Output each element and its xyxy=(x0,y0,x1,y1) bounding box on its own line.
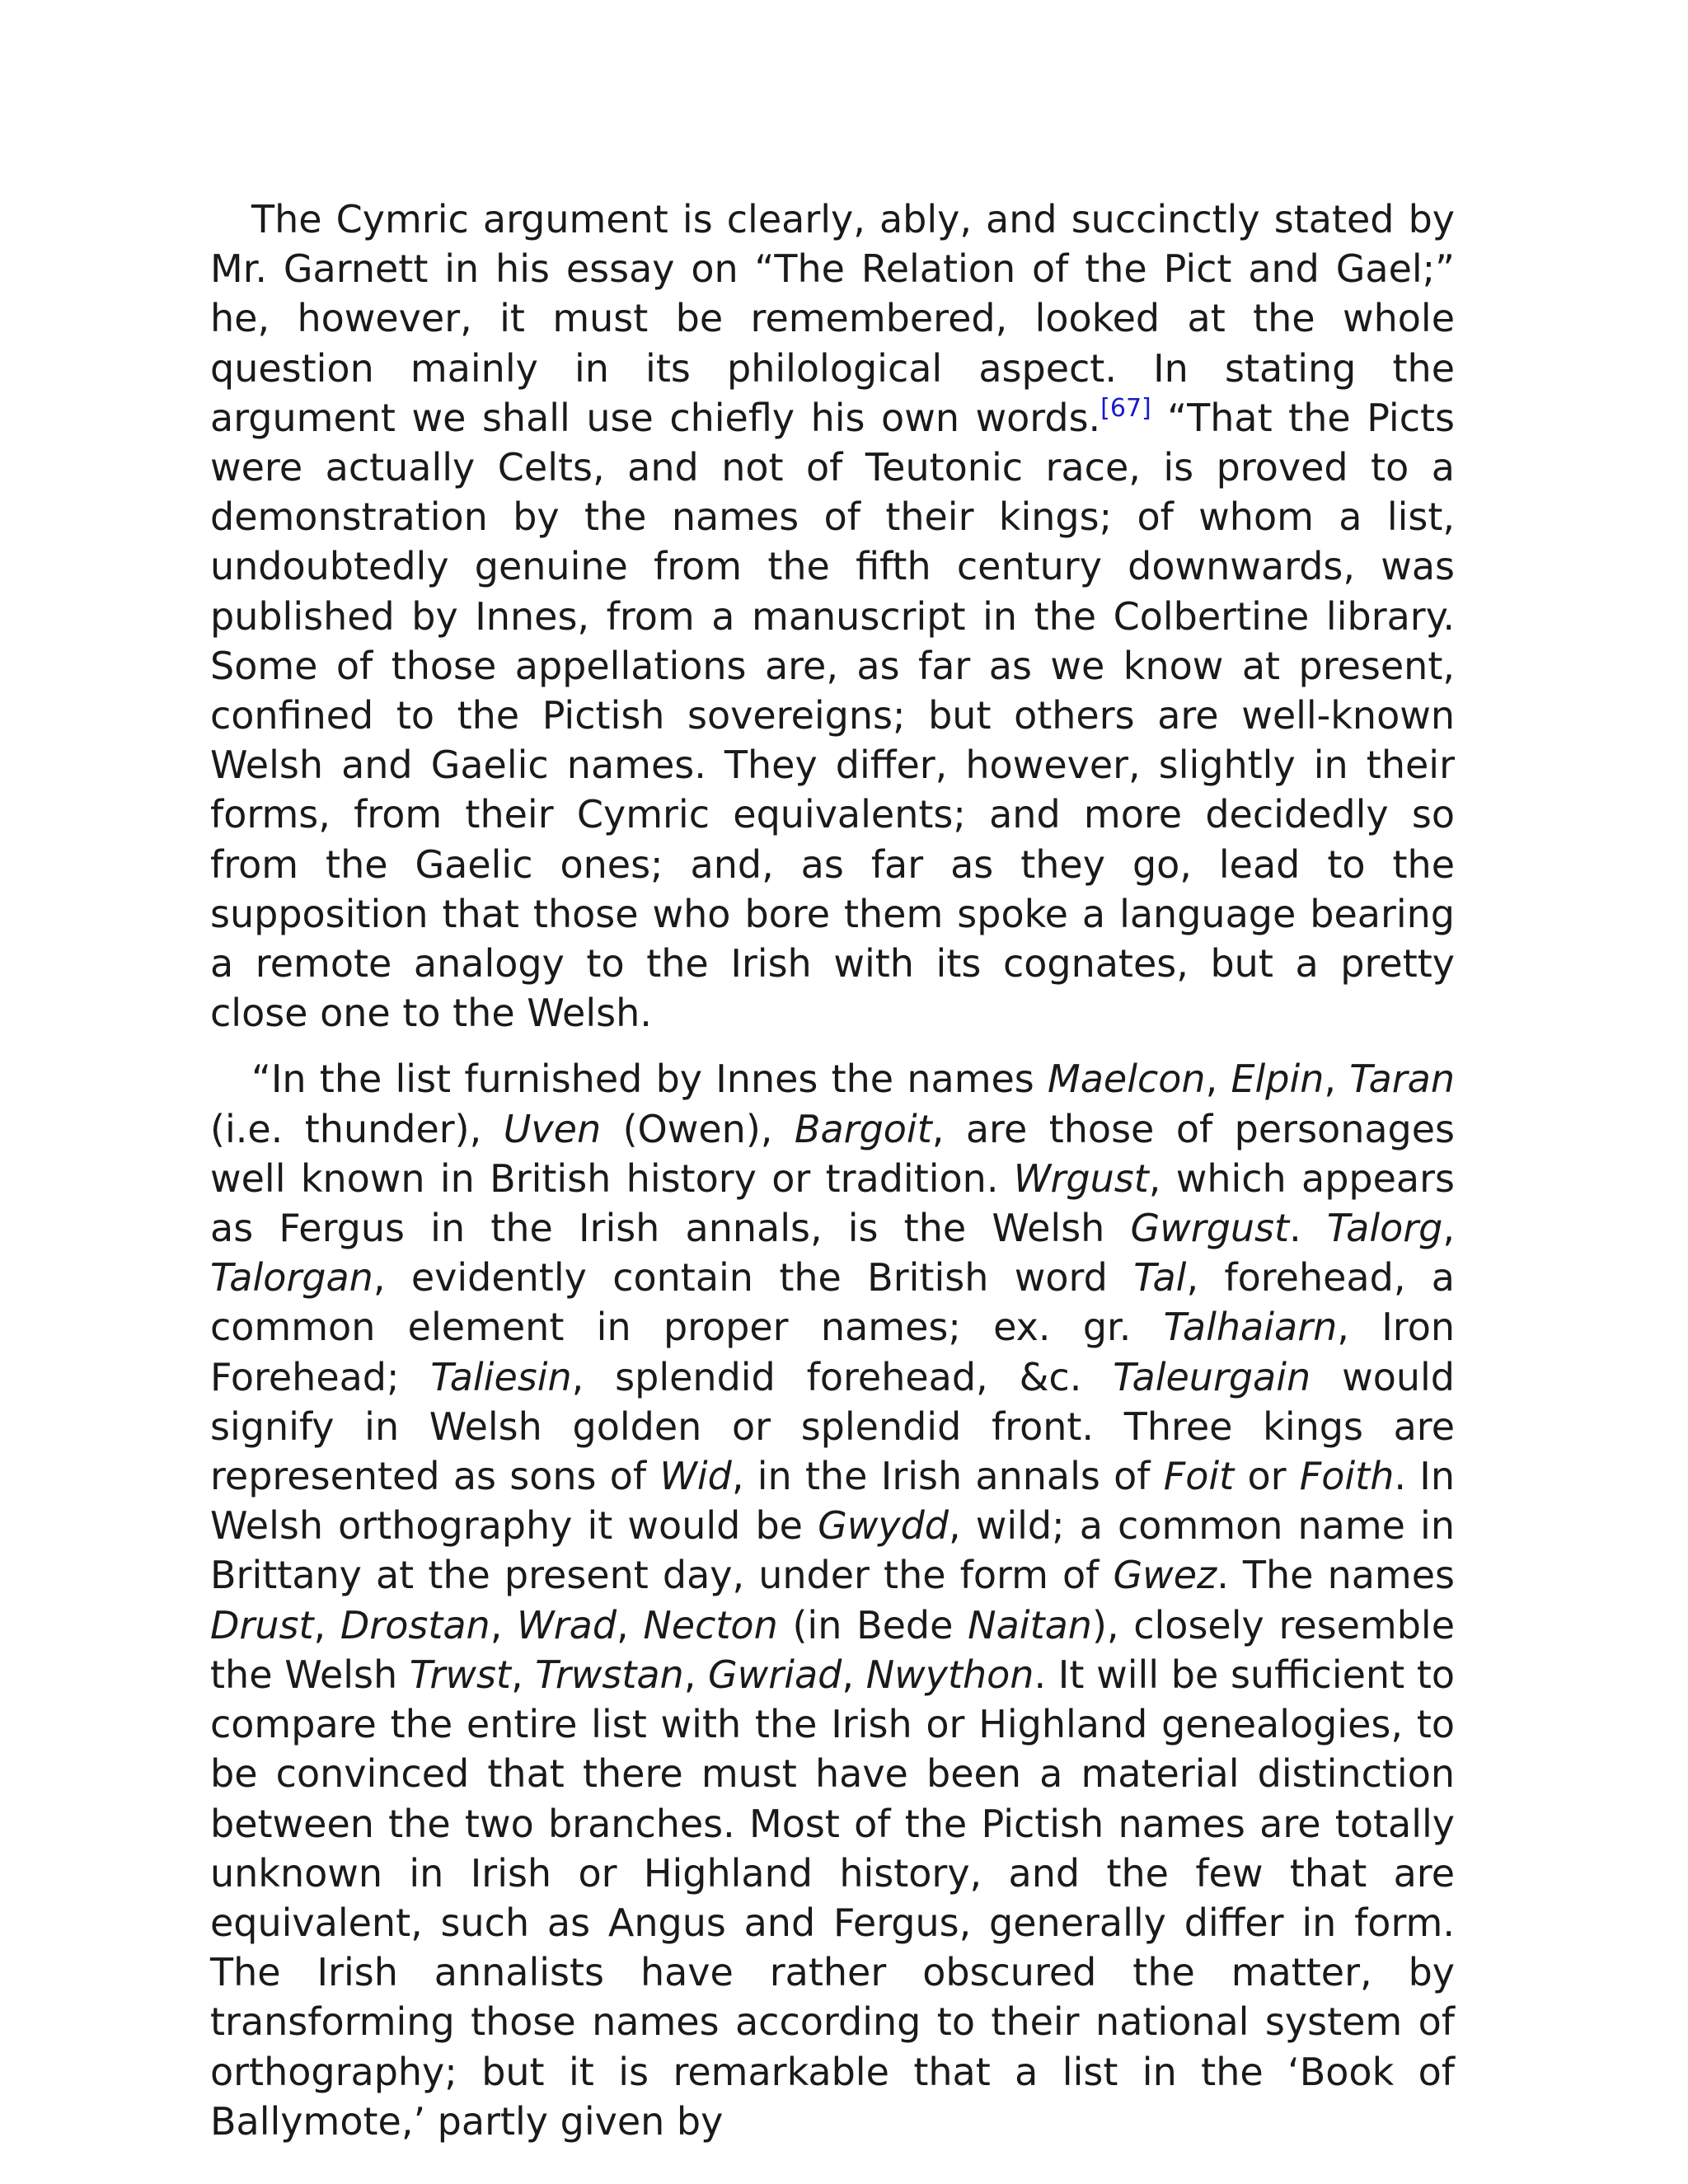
paragraph-text: , evidently contain the British word xyxy=(373,1255,1134,1301)
paragraph-text: “In the list furnished by Innes the names xyxy=(251,1057,1048,1102)
italic-name: Taleurgain xyxy=(1113,1354,1311,1399)
italic-name: Taran xyxy=(1349,1057,1456,1102)
italic-name: Elpin xyxy=(1231,1057,1325,1102)
paragraph-text: , xyxy=(1442,1206,1455,1251)
italic-name: Gwrgust xyxy=(1130,1206,1290,1251)
paragraph-text: (Owen), xyxy=(601,1106,795,1151)
paragraph xyxy=(210,1054,1455,2145)
paragraph-text: , forehead, a common element in proper names; ex. gr. xyxy=(210,1255,1455,1350)
italic-name: Trwst xyxy=(409,1652,511,1697)
italic-name: Naitan xyxy=(968,1602,1092,1647)
paragraph-text: . xyxy=(1289,1206,1327,1251)
paragraph-text: , xyxy=(683,1652,709,1697)
paragraph-text: or xyxy=(1234,1454,1300,1499)
italic-name: Tal xyxy=(1133,1255,1187,1301)
italic-name: Wrad xyxy=(517,1602,617,1647)
paragraph-text: , Iron Forehead; xyxy=(210,1305,1455,1399)
italic-name: Uven xyxy=(503,1106,602,1151)
paragraph-text: , wild; a common name in Brittany at the present day, under the form of xyxy=(210,1503,1455,1598)
italic-name: Drostan xyxy=(340,1602,490,1647)
paragraph xyxy=(210,194,1455,1038)
paragraph-text: , xyxy=(617,1602,644,1647)
italic-name: Gwez xyxy=(1113,1553,1217,1598)
paragraph-text: . It will be sufficient to compare the entire list with the Irish or Highland genealogies, to be convinced that there must have been a material distinction between the two branches. Most of the Pictish names are totally unknown in Irish or Highland history, and the few that are equivalent, such as Angus and Fergus, generally differ in form. The Irish annalists have rather obscured the matter, by transforming those names according to their national system of orthography; but it is remarkable that a list in the ‘Book of Ballymote,’ partly given by xyxy=(210,1652,1455,2144)
italic-name: Wid xyxy=(659,1454,732,1499)
italic-name: Gwydd xyxy=(818,1503,949,1549)
italic-name: Foith xyxy=(1299,1454,1395,1499)
italic-name: Foit xyxy=(1163,1454,1235,1499)
italic-name: Talorg xyxy=(1326,1206,1443,1251)
paragraph-text: , are those of personages well known in British history or tradition. xyxy=(210,1106,1455,1201)
italic-name: Maelcon xyxy=(1048,1057,1206,1102)
paragraph-text: , xyxy=(490,1602,518,1647)
paragraph-text: , xyxy=(1205,1057,1231,1102)
paragraph-text: . In Welsh orthography it would be xyxy=(210,1454,1455,1549)
paragraph-text: , in the Irish annals of xyxy=(731,1454,1164,1499)
italic-name: Taliesin xyxy=(430,1354,572,1399)
paragraph-text: “That the Picts were actually Celts, and not of Teutonic race, is proved to a demonstration by the names of their kings; of whom a list, undoubtedly genuine from the fifth century downwards, was published by Innes, from a manuscript in the Colbertine library. Some of those appellations are, as far as we know at present, confined to the Pictish sovereigns; but others are well-known Welsh and Gaelic names. They differ, however, slightly in their forms, from their Cymric equivalents; and more decidedly so from the Gaelic ones; and, as far as they go, lead to the supposition that those who bore them spoke a language bearing a remote analogy to the Irish with its cognates, but a pretty close one to the Welsh. xyxy=(210,395,1455,1036)
footnote-link[interactable]: [67] xyxy=(1100,393,1151,423)
italic-name: Gwriad xyxy=(708,1652,842,1697)
italic-name: Drust xyxy=(210,1602,314,1647)
paragraph-text: The Cymric argument is clearly, ably, and succinctly stated by Mr. Garnett in his essay on “The Relation of the Pict and Gael;” he, however, it must be remembered, looked at the whole question mainly in its philological aspect. In stating the argument we shall use chiefly his own words. xyxy=(210,197,1455,440)
italic-name: Wrgust xyxy=(1013,1155,1149,1201)
italic-name: Nwython xyxy=(865,1652,1034,1697)
paragraph-text: , xyxy=(510,1652,536,1697)
paragraph-text: , which appears as Fergus in the Irish annals, is the Welsh xyxy=(210,1155,1455,1251)
paragraph-text: ), closely resemble the Welsh xyxy=(210,1602,1456,1697)
italic-name: Talorgan xyxy=(210,1255,373,1301)
document-page xyxy=(210,194,1455,2146)
italic-name: Trwstan xyxy=(535,1652,684,1697)
italic-name: Bargoit xyxy=(794,1106,932,1151)
paragraph-text: , xyxy=(313,1602,340,1647)
paragraph-text: , splendid forehead, &c. xyxy=(571,1354,1114,1399)
paragraph-text: (i.e. thunder), xyxy=(210,1106,504,1151)
paragraph-text: (in Bede xyxy=(777,1602,968,1647)
paragraph-text: , xyxy=(842,1652,866,1697)
paragraph-text: , xyxy=(1324,1057,1350,1102)
paragraph-text: . The names xyxy=(1217,1553,1455,1598)
italic-name: Talhaiarn xyxy=(1163,1305,1338,1350)
italic-name: Necton xyxy=(643,1602,778,1647)
paragraph-text: would signify in Welsh golden or splendid front. Three kings are represented as sons of xyxy=(210,1354,1455,1499)
